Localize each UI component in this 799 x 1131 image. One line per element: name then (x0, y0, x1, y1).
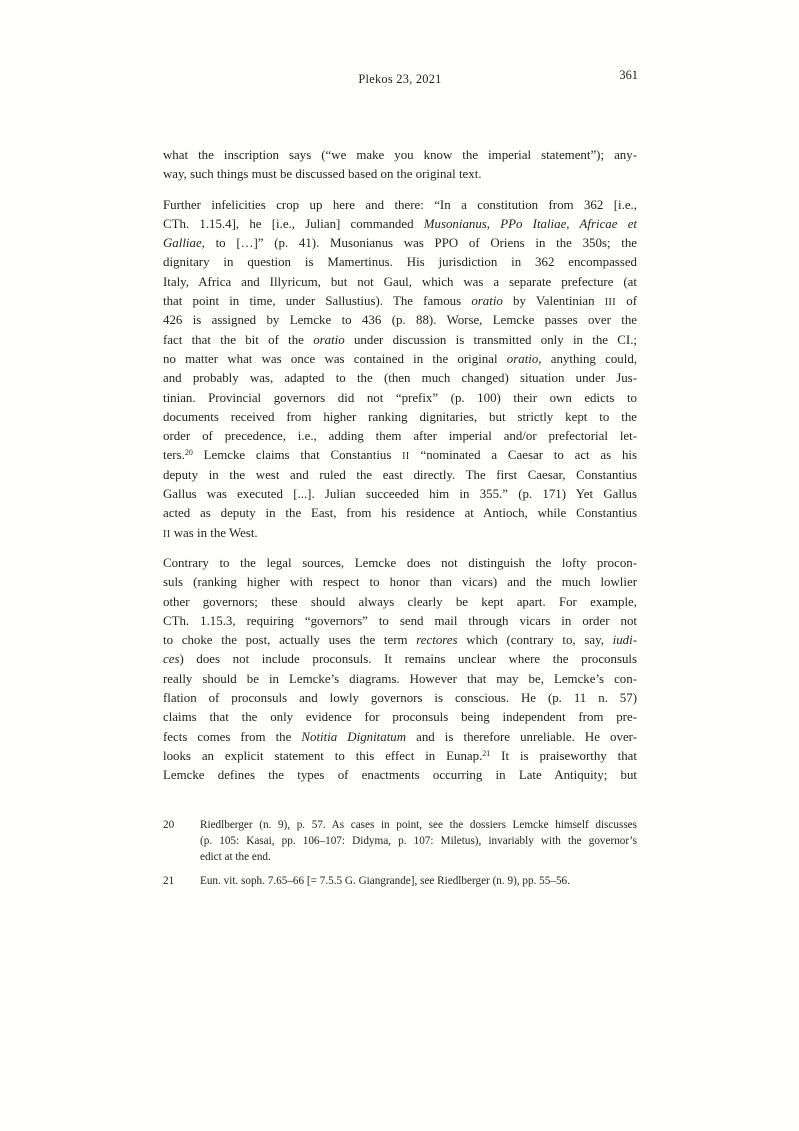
text-segment: tinian. Provincial governors did not “prefix” (p. 100) their own edicts to (163, 390, 637, 405)
text-segment: dignitary in question is Mamertinus. His jurisdiction in 362 encompassed (163, 255, 637, 270)
text-segment: Lemcke claims that Constantius (192, 448, 403, 463)
footnote-20 (163, 817, 637, 865)
text-segment: Further infelicities crop up here and there: “In a constitution from 362 [i.e., (163, 197, 637, 212)
footnote-reference: 21 (482, 748, 491, 758)
footnote-reference: 20 (184, 448, 193, 458)
text-segment: of (616, 294, 637, 309)
text-segment: ces (163, 652, 180, 667)
text-segment: deputy in the west and ruled the east directly. The first Caesar, Constantius (163, 467, 637, 482)
journal-title: Plekos 23, 2021 (358, 72, 442, 86)
paragraph-3 (163, 554, 637, 786)
text-segment: looks an explicit statement to this effect in Eunap. (163, 748, 483, 763)
text-line (163, 504, 637, 523)
text-segment: no matter what was once was contained in the original (163, 351, 507, 366)
text-segment: Riedlberger (n. 9), p. 57. As cases in point, see the dossiers Lemcke himself discusses (200, 819, 637, 831)
text-segment: “nominated a Caesar to act as his (409, 448, 637, 463)
footnote-section (163, 817, 637, 889)
text-segment: Italy, Africa and Illyricum, but not Gaul, which was a separate prefecture (at (163, 274, 637, 289)
text-segment: (p. 105: Kasai, pp. 106–107: Didyma, p. 107: Miletus), invariably with the governor’s (200, 835, 637, 847)
text-segment: and probably was, adapted to the (then much changed) situation under Jus- (163, 371, 637, 386)
text-segment: fects comes from the (163, 729, 302, 744)
text-segment: 426 is assigned by Lemcke to 436 (p. 88). Worse, Lemcke passes over the (163, 313, 637, 328)
text-line (163, 728, 637, 747)
text-segment: oratio (471, 294, 503, 309)
text-segment: It is praiseworthy that (490, 748, 637, 763)
footnote-text (200, 817, 637, 865)
paragraph-1 (163, 146, 637, 185)
text-line (163, 485, 637, 504)
text-segment: under discussion is transmitted only in the CI.; (344, 332, 637, 347)
text-line (163, 446, 637, 465)
footnote-number: 20 (163, 819, 175, 831)
text-line (163, 253, 637, 272)
text-line (163, 146, 637, 165)
paragraph-2 (163, 196, 637, 543)
text-line (163, 708, 637, 727)
text-line (200, 873, 637, 889)
text-line (163, 408, 637, 427)
text-segment: acted as deputy in the East, from his residence at Antioch, while Constantius (163, 506, 637, 521)
text-segment: II (402, 451, 410, 463)
text-line (163, 689, 637, 708)
text-line (163, 331, 637, 350)
footnote-21 (163, 873, 637, 889)
text-line (200, 849, 637, 865)
text-line (163, 311, 637, 330)
footnote-number: 21 (163, 875, 175, 887)
text-line (163, 165, 637, 184)
text-segment: fact that the bit of the (163, 332, 314, 347)
text-segment: and is therefore unreliable. He over- (406, 729, 637, 744)
text-segment: CTh. 1.15.4], he [i.e., Julian] commanded (163, 216, 424, 231)
page-number: 361 (619, 68, 638, 82)
text-segment: Eun. vit. soph. 7.65–66 [= 7.5.5 G. Giangrande], see Riedlberger (n. 9), pp. 55–56. (200, 875, 570, 887)
text-segment: III (604, 297, 617, 309)
page-header (163, 68, 638, 87)
text-line (163, 427, 637, 446)
text-line (163, 369, 637, 388)
text-line (163, 593, 637, 612)
text-segment: Notitia Dignitatum (301, 729, 407, 744)
text-segment: ) does not include proconsuls. It remains unclear where the proconsuls (179, 652, 637, 667)
text-segment: really should be in Lemcke’s diagrams. However that may be, Lemcke’s con- (163, 671, 637, 686)
text-line (163, 612, 637, 631)
text-segment: order of precedence, i.e., adding them after imperial and/or prefectorial let- (163, 429, 637, 444)
text-segment: Galliae (163, 236, 202, 251)
text-segment: documents received from higher ranking dignitaries, but strictly kept to the (163, 409, 637, 424)
text-segment: Lemcke defines the types of enactments occurring in Late Antiquity; but (163, 768, 637, 783)
text-segment: way, such things must be discussed based on the original text. (163, 167, 482, 182)
text-line (163, 650, 637, 669)
text-segment: suls (ranking higher with respect to honor than vicars) and the much lowlier (163, 575, 637, 590)
text-segment: rectores (416, 633, 458, 648)
text-segment: II (163, 528, 171, 540)
text-line (163, 273, 637, 292)
text-segment: oratio (313, 332, 345, 347)
text-segment: edict at the end. (200, 851, 271, 863)
text-line (163, 747, 637, 766)
text-line (163, 389, 637, 408)
text-segment: what the inscription says (“we make you know the imperial statement”); any- (163, 148, 637, 162)
text-line (163, 292, 637, 311)
text-line (163, 215, 637, 234)
text-line (163, 466, 637, 485)
text-segment: flation of proconsuls and lowly governors is conscious. He (p. 11 n. 57) (163, 691, 637, 706)
text-segment: which (contrary to, say, (457, 633, 613, 648)
text-line (163, 196, 637, 215)
text-line (163, 554, 637, 573)
text-segment: claims that the only evidence for proconsuls being independent from pre- (163, 710, 637, 725)
text-segment: Musonianus, PPo Italiae, Africae et (423, 216, 637, 231)
text-segment: CTh. 1.15.3, requiring “governors” to send mail through vicars in order not (163, 613, 637, 628)
text-segment: other governors; these should always clearly be kept apart. For example, (163, 594, 637, 609)
text-line (163, 350, 637, 369)
text-segment: Gallus was executed [...]. Julian succeeded him in 355.” (p. 171) Yet Gallus (163, 487, 637, 502)
text-line (200, 833, 637, 849)
text-segment: oratio (506, 351, 539, 366)
text-segment: to choke the post, actually uses the term (163, 633, 417, 648)
text-segment: by Valentinian (502, 294, 605, 309)
text-segment: ters. (163, 448, 185, 463)
text-line (163, 573, 637, 592)
text-segment: , anything could, (538, 351, 637, 366)
text-line (163, 524, 637, 543)
text-line (163, 766, 637, 785)
text-segment: , to […]” (p. 41). Musonianus was PPO of Oriens in the 350s; the (201, 236, 637, 251)
text-line (200, 817, 637, 833)
footnote-text (200, 873, 637, 889)
text-segment: that point in time, under Sallustius). The famous (163, 294, 472, 309)
text-segment: iudi- (612, 633, 637, 648)
text-segment: was in the West. (170, 525, 258, 540)
text-segment: Contrary to the legal sources, Lemcke does not distinguish the lofty procon- (163, 555, 637, 570)
text-line (163, 234, 637, 253)
text-line (163, 670, 637, 689)
body-text (163, 146, 637, 786)
text-line (163, 631, 637, 650)
